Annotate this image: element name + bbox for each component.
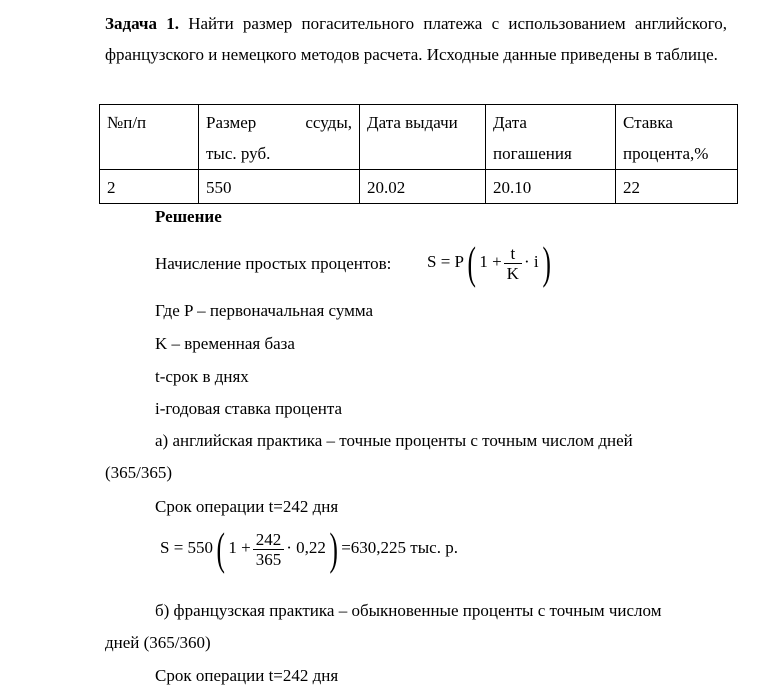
english-formula: S = 550( 1 + $\frac{242}{365}$ · 0,22) =630,225 тыс. р. bbox=[160, 523, 458, 574]
cell-maturity-date: 20.10 bbox=[486, 170, 616, 204]
simple-interest-label: Начисление простых процентов: bbox=[155, 254, 392, 273]
solution-heading: Решение bbox=[155, 207, 222, 226]
task-text: Найти размер погасительного платежа с использованием английского, французского и немецкого методов расчета. Исходные данные приведены в таблице. bbox=[105, 14, 727, 64]
term-line-2: Срок операции t=242 дня bbox=[155, 666, 339, 685]
fraction-denominator: 365 bbox=[255, 549, 282, 569]
english-practice-line1: а) английская практика – точные проценты с точным числом дней bbox=[155, 431, 633, 450]
table-row bbox=[100, 170, 738, 204]
term-line-1: Срок операции t=242 дня bbox=[155, 497, 339, 516]
header-loan-size: Размер ссуды, тыс. руб. bbox=[199, 105, 360, 170]
cell-interest-rate: 22 bbox=[616, 170, 738, 204]
cell-loan-size: 550 bbox=[199, 170, 360, 204]
definition-p: Где P – первоначальная сумма bbox=[155, 301, 374, 320]
header-interest-rate: Ставка процента,% bbox=[616, 105, 738, 170]
fraction-numerator: 242 bbox=[253, 530, 285, 550]
source-data-table bbox=[99, 104, 738, 204]
definition-i: i-годовая ставка процента bbox=[155, 399, 343, 418]
task-statement bbox=[105, 8, 727, 70]
fraction-denominator: K bbox=[506, 263, 519, 283]
cell-number: 2 bbox=[100, 170, 199, 204]
english-practice-line2: (365/365) bbox=[105, 463, 173, 482]
definition-t: t-срок в днях bbox=[155, 367, 249, 386]
english-result: =630,225 тыс. р. bbox=[341, 537, 458, 557]
french-practice-line1: б) французская практика – обыкновенные проценты с точным числом bbox=[155, 601, 662, 620]
task-label: Задача 1. bbox=[105, 14, 179, 33]
simple-interest-formula: S = P( 1 + $\frac{t}{K}$ · i) bbox=[427, 237, 551, 288]
header-issue-date: Дата выдачи bbox=[360, 105, 486, 170]
french-practice-line2: дней (365/360) bbox=[105, 633, 211, 652]
fraction-numerator: t bbox=[504, 244, 522, 264]
table-header-row bbox=[100, 105, 738, 170]
header-number: №п/п bbox=[100, 105, 199, 170]
definition-k: K – временная база bbox=[155, 334, 295, 353]
cell-issue-date: 20.02 bbox=[360, 170, 486, 204]
header-maturity-date: Дата погашения bbox=[486, 105, 616, 170]
